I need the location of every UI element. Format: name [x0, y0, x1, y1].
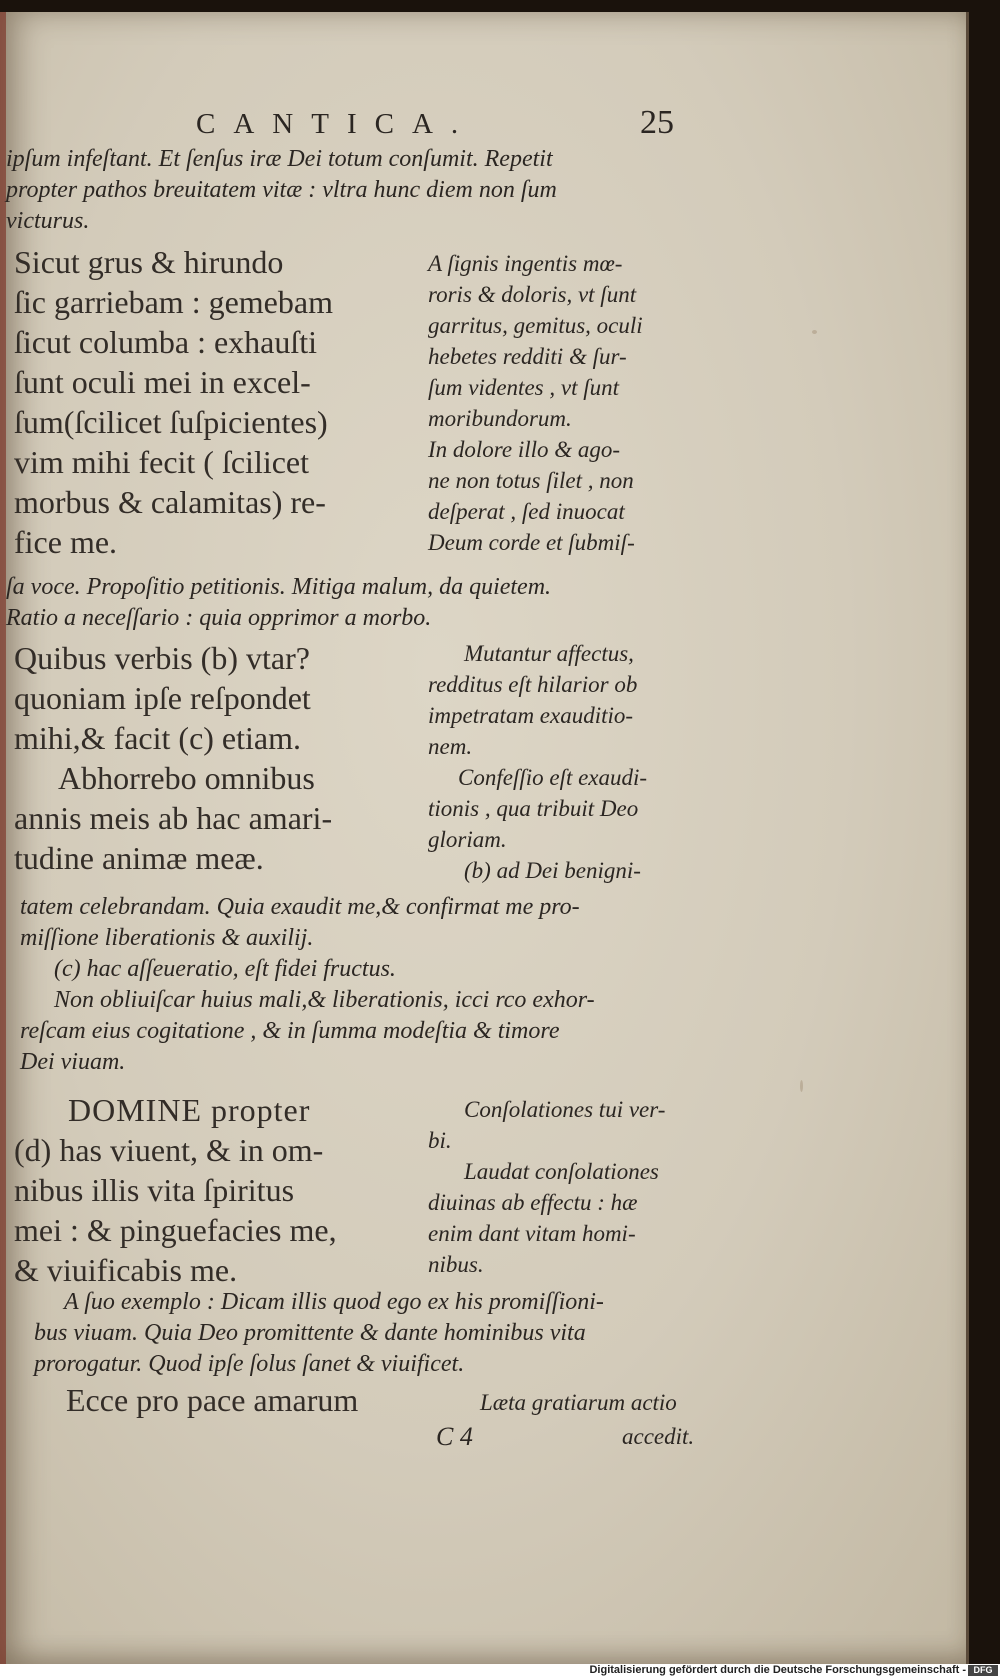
- commentary-line: deſperat , ſed inuocat: [428, 499, 625, 524]
- verse-line: ſicut columba : exhauſti: [14, 324, 318, 360]
- book-page: [0, 12, 969, 1664]
- text-line: propter pathos breuitatem vitæ : vltra hunc diem non ſum: [6, 177, 557, 203]
- commentary-line: tionis , qua tribuit Deo: [428, 796, 639, 821]
- commentary-line: nem.: [428, 734, 473, 759]
- text-line: (c) hac aſſeueratio, eſt fidei fructus.: [54, 956, 396, 982]
- commentary-line: gloriam.: [428, 827, 507, 852]
- commentary-line: Conſolationes tui ver-: [464, 1097, 666, 1122]
- text-line: miſſione liberationis & auxilij.: [20, 925, 314, 951]
- text-block-full: [6, 892, 706, 1078]
- text-line: ipſum infeſtant. Et ſenſus iræ Dei totum conſumit. Repetit: [6, 146, 553, 172]
- commentary-line: In dolore illo & ago-: [428, 437, 621, 462]
- verse-line: & viuificabis me.: [14, 1252, 238, 1288]
- text-line: bus viuam. Quia Deo promittente & dante hominibus vita: [34, 1320, 586, 1346]
- dfg-logo: DFG: [968, 1665, 998, 1676]
- commentary-line: moribundorum.: [428, 406, 572, 431]
- verse-line: Abhorrebo omnibus: [58, 760, 315, 796]
- commentary-line: hebetes redditi & ſur-: [428, 344, 627, 369]
- commentary-line: redditus eſt hilarior ob: [428, 672, 638, 697]
- text-line: A ſuo exemplo : Dicam illis quod ego ex his promiſſioni-: [64, 1289, 604, 1315]
- text-block-full: [6, 144, 706, 237]
- commentary-line: ſum videntes , vt ſunt: [428, 375, 619, 400]
- verse-line: morbus & calamitas) re-: [14, 484, 326, 520]
- verse-line: (d) has viuent, & in om-: [14, 1132, 324, 1168]
- verse-line: tudine animæ meæ.: [14, 840, 264, 876]
- verse-line: mihi,& facit (c) etiam.: [14, 720, 301, 756]
- verse-line: nibus illis vita ſpiritus: [14, 1172, 295, 1208]
- text-line: Non obliuiſcar huius mali,& liberationis, icci rco exhor-: [54, 987, 595, 1013]
- commentary-line: ne non totus ſilet , non: [428, 468, 634, 493]
- paper-spot: [800, 1080, 803, 1092]
- text-line: reſcam eius cogitatione , & in ſumma modeſtia & timore: [20, 1018, 560, 1044]
- verse-block: [66, 1380, 466, 1420]
- text-line: prorogatur. Quod ipſe ſolus ſanet & viuificet.: [34, 1351, 465, 1377]
- verse-block: [14, 638, 414, 878]
- verse-line: vim mihi fecit ( ſcilicet: [14, 444, 310, 480]
- commentary-line: Mutantur affectus,: [464, 641, 634, 666]
- commentary-block: [480, 1387, 770, 1418]
- commentary-line: Laudat conſolationes: [464, 1159, 659, 1184]
- text-line: victurus.: [6, 208, 90, 234]
- commentary-line: Confeſſio eſt exaudi-: [458, 765, 648, 790]
- page-edge: [0, 12, 6, 1664]
- commentary-block: [428, 248, 718, 558]
- commentary-block: [428, 638, 718, 886]
- running-head: CANTICA.: [196, 108, 477, 140]
- text-line: ſa voce. Propoſitio petitionis. Mitiga malum, da quietem.: [6, 574, 552, 600]
- commentary-line: bi.: [428, 1128, 452, 1153]
- verse-line: Sicut grus & hirundo: [14, 244, 284, 280]
- commentary-line: impetratam exauditio-: [428, 703, 634, 728]
- verse-line: annis meis ab hac amari-: [14, 800, 333, 836]
- footer-bar: [0, 1664, 1000, 1677]
- commentary-line: (b) ad Dei benigni-: [464, 858, 641, 883]
- commentary-line: garritus, gemitus, oculi: [428, 313, 643, 338]
- commentary-line: enim dant vitam homi-: [428, 1221, 636, 1246]
- verse-line: Ecce pro pace amarum: [66, 1382, 359, 1418]
- verse-line: fice me.: [14, 524, 118, 560]
- verse-line: DOMINE propter: [68, 1092, 311, 1128]
- commentary-line: Læta gratiarum actio: [480, 1390, 677, 1415]
- commentary-line: Deum corde et ſubmiſ-: [428, 530, 635, 555]
- verse-block: [14, 242, 414, 562]
- verse-line: mei : & pinguefacies me,: [14, 1212, 337, 1248]
- verse-line: ſic garriebam : gemebam: [14, 284, 333, 320]
- text-line: tatem celebrandam. Quia exaudit me,& confirmat me pro-: [20, 894, 580, 920]
- verse-line: Quibus verbis (b) vtar?: [14, 640, 310, 676]
- verse-line: ſunt oculi mei in excel-: [14, 364, 311, 400]
- text-line: Ratio a neceſſario : quia opprimor a morbo.: [6, 605, 432, 631]
- text-line: Dei viuam.: [20, 1049, 126, 1075]
- text-block-full: [6, 1287, 706, 1380]
- text-block-full: [6, 572, 706, 634]
- commentary-line: A ſignis ingentis mœ-: [428, 251, 623, 276]
- paper-spot: [812, 330, 817, 334]
- verse-line: ſum(ſcilicet ſuſpicientes): [14, 404, 328, 440]
- signature-mark: C 4: [436, 1422, 473, 1451]
- commentary-block: [428, 1094, 718, 1280]
- commentary-line: roris & doloris, vt ſunt: [428, 282, 637, 307]
- commentary-line: nibus.: [428, 1252, 484, 1277]
- commentary-line: diuinas ab effectu : hæ: [428, 1190, 638, 1215]
- page-number: 25: [640, 104, 674, 141]
- verse-block: [14, 1090, 414, 1290]
- catchword: accedit.: [622, 1424, 695, 1449]
- funding-credit: Digitalisierung gefördert durch die Deutsche Forschungsgemeinschaft -: [589, 1664, 966, 1676]
- verse-line: quoniam ipſe reſpondet: [14, 680, 311, 716]
